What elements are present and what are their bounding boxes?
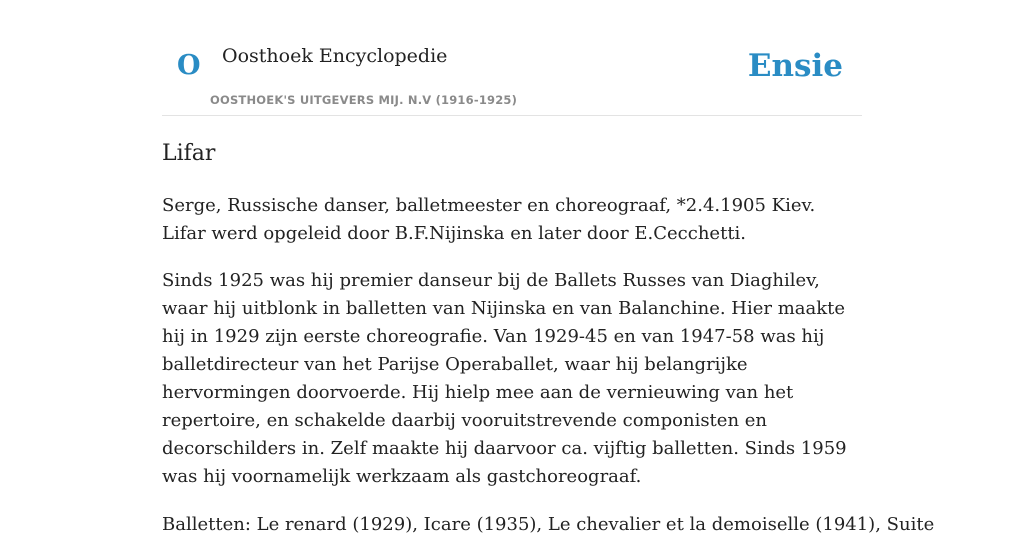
article bbox=[162, 138, 935, 539]
article-paragraph: Serge, Russische danser, balletmeester en choreograaf, *2.4.1905 Kiev. Lifar werd opgeleid door B.F.Nijinska en later door E.Cecchetti. bbox=[162, 195, 816, 244]
ensie-logo-link[interactable]: Ensie bbox=[747, 48, 843, 84]
article-paragraph: Balletten: Le renard (1929), Icare (1935), Le chevalier et la demoiselle (1941), Suite bbox=[162, 514, 935, 535]
logo-icon[interactable]: O bbox=[177, 50, 201, 81]
site-header bbox=[162, 0, 862, 116]
publisher-subtitle: OOSTHOEK'S UITGEVERS MIJ. N.V (1916-1925) bbox=[210, 93, 518, 107]
article-paragraph: Sinds 1925 was hij premier danseur bij de Ballets Russes van Diaghilev, waar hij uitblonk in balletten van Nijinska en van Balanchine. Hier maakte hij in 1929 zijn eerste choreografie. Van 1929-45 en van 1947-58 was hij balletdirecteur van het Parijse Operaballet, waar hij belangrijke hervormingen doorvoerde. Hij hielp mee aan de vernieuwing van het repertoire, en schakelde daarbij vooruitstrevende componisten en decorschilders in. Zelf maakte hij daarvoor ca. vijftig balletten. Sinds 1959 was hij voornamelijk werkzaam als gastchoreograaf. bbox=[162, 270, 847, 487]
article-title: Lifar bbox=[162, 141, 216, 166]
site-title-link[interactable]: Oosthoek Encyclopedie bbox=[222, 45, 448, 67]
